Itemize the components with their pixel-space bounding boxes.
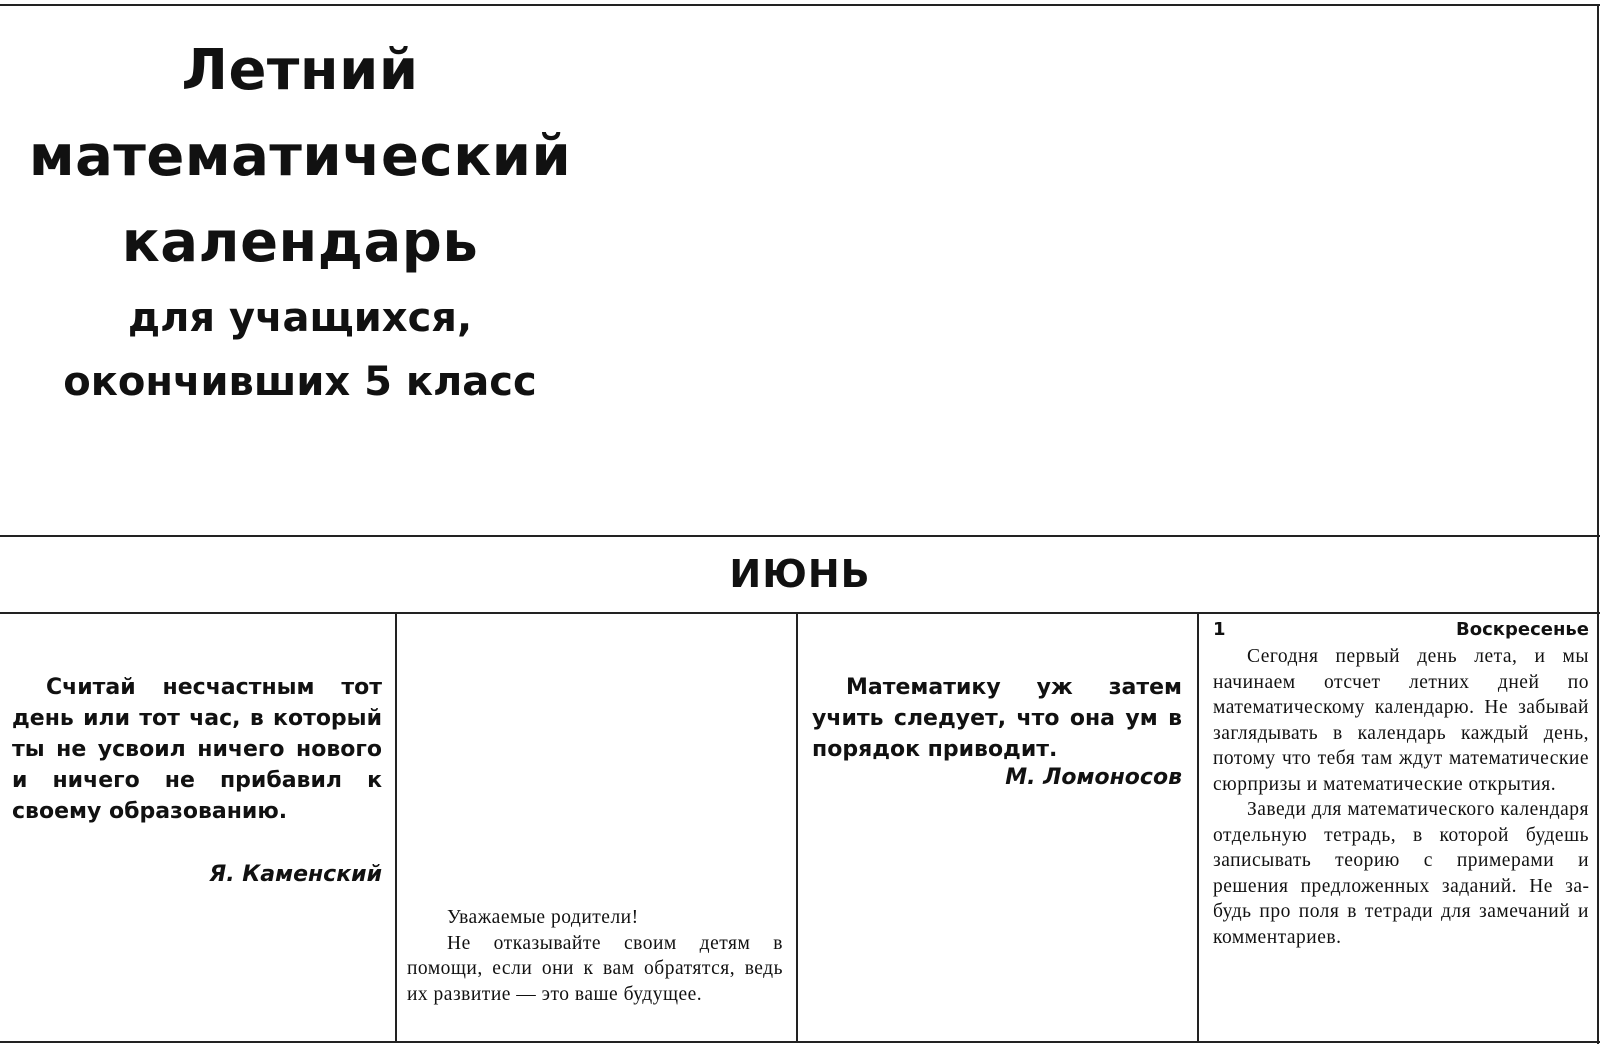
quote-author-kamensky: Я. Каменский (209, 862, 382, 887)
page-top-border (0, 4, 1600, 6)
day-header (1213, 618, 1589, 642)
calendar-title (20, 28, 580, 414)
day-paragraph-2: Заведи для математического календаря отдельную тетрадь, в которой будешь записывать теорию с примерами и решения предложенных заданий. Не забудь про поля в тетради для замечаний и комментариев. (1213, 799, 1589, 948)
subtitle-line-2: окончивших 5 класс (63, 359, 537, 405)
day-number: 1 (1213, 619, 1226, 640)
title-line-2: математический (28, 124, 572, 189)
column-parents-note (397, 612, 798, 1041)
day-body (1213, 644, 1589, 950)
month-header (0, 535, 1600, 614)
title-line-3: календарь (121, 210, 479, 275)
month-title: ИЮНЬ (729, 552, 871, 596)
day-paragraph-1: Сегодня первый день лета, и мы начинаем отсчет летних дней по математическому календарю. Не забывай заглядывать в календарь каждый день, потому что тебя там ждут математические сюрпризы и математические открытия. (1213, 646, 1589, 795)
parents-greeting: Уважаемые родители! (447, 907, 639, 928)
calendar-grid (0, 612, 1600, 1043)
quote-author-lomonosov: М. Ломоносов (1005, 765, 1182, 790)
subtitle-line-1: для учащихся, (127, 295, 473, 341)
quote-text-kamensky: Считай несчастным тот день или тот час, в который ты не усвоил ничего нового и ничего не прибавил к своему образованию. (12, 675, 382, 824)
column-quote-kamensky (0, 612, 397, 1041)
column-day-1 (1199, 612, 1600, 1041)
parents-text: Не отказывайте своим детям в помощи, если они к вам обратятся, ведь их развитие — это ваше будущее. (407, 932, 783, 1005)
day-weekday: Воскресенье (1456, 619, 1589, 640)
parents-note (407, 905, 783, 1007)
title-line-1: Летний (181, 38, 419, 103)
column-quote-lomonosov (798, 612, 1199, 1041)
quote-text-lomonosov: Математику уж затем учить следует, что она ум в порядок приводит. (812, 675, 1182, 762)
